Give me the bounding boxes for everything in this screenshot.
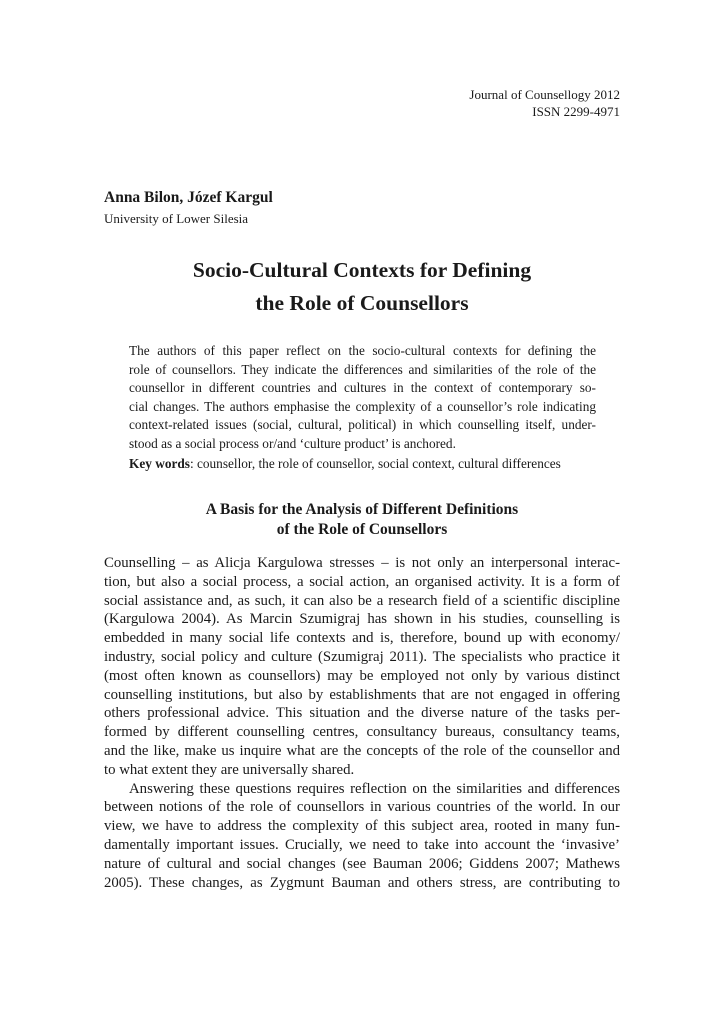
abstract-line: cial changes. The authors emphasise the complexity of a counsellor’s role indicating [129,398,596,414]
body-line: 2005). These changes, as Zygmunt Bauman and others stress, are contributing to [104,874,620,891]
body-line: to what extent they are universally shared. [104,761,355,778]
body-line: nature of cultural and social changes (see Bauman 2006; Giddens 2007; Mathews [104,855,620,872]
body-text [104,554,620,892]
body-line: others professional advice. This situation and the diverse nature of the tasks per- [104,705,620,722]
body-line: formed by different counselling centres, consultancy bureaus, consultancy teams, [104,724,620,741]
abstract-line: role of counsellors. They indicate the differences and similarities of the role of the [129,361,596,377]
journal-name-year: Journal of Counsellogy 2012 [469,87,620,102]
keywords-text: : counsellor, the role of counsellor, social context, cultural differences [189,456,561,471]
abstract [129,342,596,453]
section-heading-line-2: of the Role of Counsellors [276,521,448,538]
body-line: embedded in many social life contexts and is, therefore, bound up with economy/ [104,630,620,647]
body-line: and the like, make us inquire what are the concepts of the role of the counsellor and [104,742,620,759]
author-affiliation: University of Lower Silesia [104,211,249,226]
journal-header [469,86,620,120]
section-heading [104,500,620,540]
abstract-line: The authors of this paper reflect on the socio-cultural contexts for defining the [129,343,596,358]
body-line: between notions of the role of counsellors in various countries of the world. In our [104,799,620,816]
body-line: social assistance and, as such, it can also be a research field of a scientific discipline [104,592,620,609]
body-line: tion, but also a social process, a social action, an organised activity. It is a form of [104,573,620,590]
keywords [129,455,561,473]
paper-title-line-2: the Role of Counsellors [255,291,469,315]
section-heading-line-1: A Basis for the Analysis of Different Definitions [205,501,519,518]
abstract-line: context-related issues (social, cultural, political) in which counselling itself, under- [129,417,596,432]
body-line: counselling institutions, but also by establishments that are not engaged in offering [104,686,620,703]
body-line: damentally important issues. Crucially, we need to take into account the ‘invasive’ [104,836,620,853]
paper-title [104,254,620,320]
body-line: industry, social policy and culture (Szumigraj 2011). The specialists who practice it [104,648,620,665]
abstract-line: stood as a social process or/and ‘culture product’ is anchored. [129,435,456,451]
journal-issn: ISSN 2299-4971 [532,104,620,119]
paper-title-line-1: Socio-Cultural Contexts for Defining [192,258,532,282]
body-line: (most often known as counsellors) may be employed not only by various distinct [104,667,620,684]
abstract-line: counsellor in different countries and cultures in the context of contemporary so- [129,380,596,395]
keywords-label: Key words [129,456,190,471]
body-line: (Kargulowa 2004). As Marcin Szumigraj has shown in his studies, counselling is [104,611,620,628]
body-line: Answering these questions requires reflection on the similarities and differences [129,780,620,797]
author-names: Anna Bilon, Józef Kargul [104,189,273,206]
body-line: Counselling – as Alicja Kargulowa stresses – is not only an interpersonal interac- [104,555,620,571]
body-line: view, we have to address the complexity of this subject area, rooted in many fun- [104,818,620,835]
